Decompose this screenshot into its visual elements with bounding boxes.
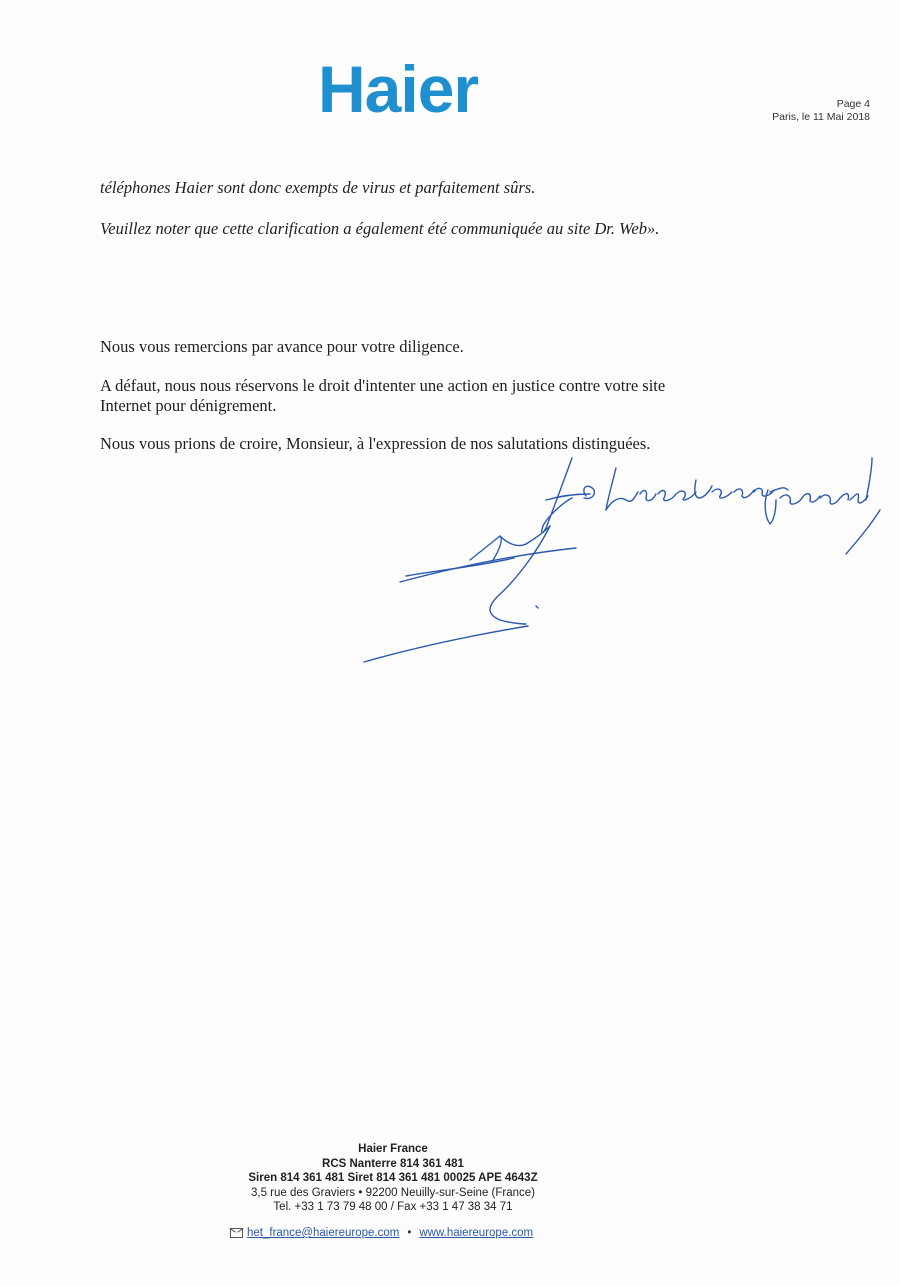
footer-company: Haier France	[358, 1143, 428, 1155]
footer-registration: Siren 814 361 481 Siret 814 361 481 00025 APE 4643Z	[248, 1172, 538, 1184]
footer-website-link[interactable]: www.haiereurope.com	[419, 1227, 534, 1239]
envelope-icon	[230, 1228, 243, 1238]
haier-logo: Haier	[318, 52, 479, 126]
page-number: Page 4	[836, 98, 870, 110]
letter-date: Paris, le 11 Mai 2018	[772, 111, 870, 123]
footer-separator: •	[407, 1227, 412, 1239]
handwritten-signature	[350, 440, 890, 680]
page-meta	[772, 98, 870, 124]
paragraph-clarification: Veuillez noter que cette clarification a également été communiquée au site Dr. Web».	[100, 219, 660, 238]
paragraph-thanks: Nous vous remercions par avance pour votre diligence.	[100, 337, 464, 356]
footer-contact-line	[230, 1227, 533, 1239]
footer-address: 3,5 rue des Graviers • 92200 Neuilly-sur-Seine (France)	[251, 1186, 535, 1199]
paragraph-legal-action: A défaut, nous nous réservons le droit d'intenter une action en justice contre votre site Internet pour dénigrement.	[100, 376, 666, 415]
paragraph-virus-free: téléphones Haier sont donc exempts de virus et parfaitement sûrs.	[100, 178, 536, 197]
footer-phone-fax: Tel. +33 1 73 79 48 00 / Fax +33 1 47 38 34 71	[273, 1201, 513, 1213]
company-footer	[200, 1142, 586, 1215]
footer-email-link[interactable]: het_france@haiereurope.com	[247, 1227, 400, 1239]
paragraph-closing: Nous vous prions de croire, Monsieur, à l'expression de nos salutations distinguées.	[100, 434, 651, 453]
footer-rcs: RCS Nanterre 814 361 481	[322, 1157, 464, 1170]
